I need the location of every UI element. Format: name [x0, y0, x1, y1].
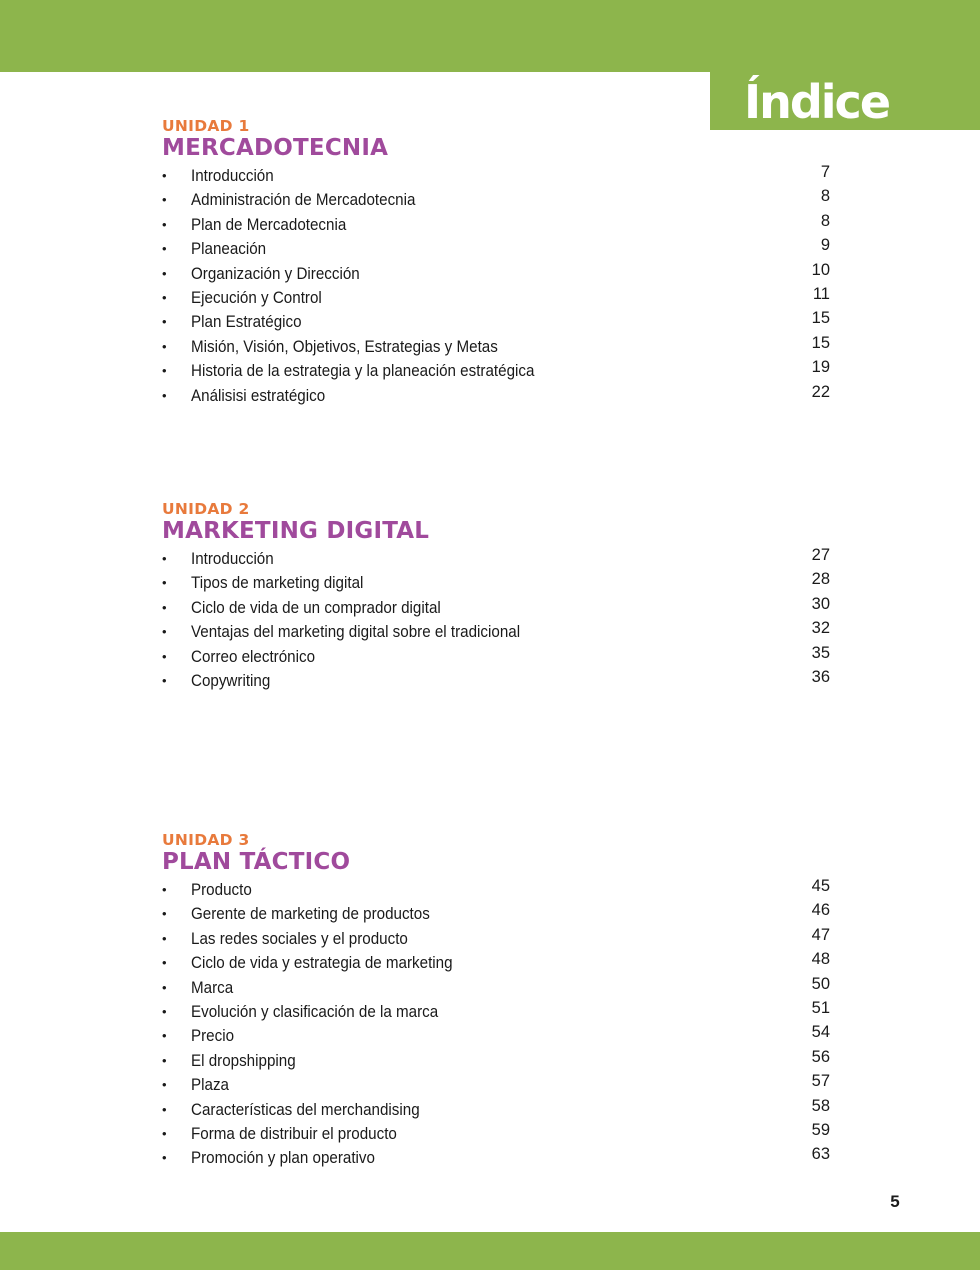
bullet-icon: •	[162, 363, 167, 379]
toc-entry-title: Plan de Mercadotecnia	[191, 215, 347, 234]
toc-entry	[162, 213, 842, 237]
bullet-icon: •	[162, 930, 167, 946]
toc-entry-page: 10	[811, 260, 830, 279]
bullet-icon: •	[162, 338, 167, 354]
bullet-icon: •	[162, 216, 167, 232]
toc-entry-title: Historia de la estrategia y la planeación estratégica	[191, 362, 535, 381]
bullet-icon: •	[162, 241, 167, 257]
toc-entry	[162, 188, 842, 212]
toc-entry-title: Ciclo de vida de un comprador digital	[191, 598, 441, 617]
toc-entry-page: 63	[811, 1145, 830, 1164]
toc-entry	[162, 1073, 842, 1097]
toc-entry	[162, 1122, 842, 1146]
toc-entry-page: 45	[811, 877, 830, 895]
page-title: Índice	[744, 75, 890, 129]
bullet-icon: •	[162, 192, 167, 208]
toc-entry	[162, 547, 842, 571]
toc-entry-title: Tipos de marketing digital	[191, 574, 364, 593]
toc-entry-page: 22	[811, 382, 830, 401]
toc-entry-title: Organización y Dirección	[191, 264, 360, 283]
toc-entry	[162, 645, 842, 669]
toc-entry-title: Plaza	[191, 1076, 229, 1095]
toc-entry-title: Promoción y plan operativo	[191, 1149, 375, 1168]
toc-entry	[162, 596, 842, 620]
toc-entry-title: Administración de Mercadotecnia	[191, 191, 416, 210]
bullet-icon: •	[162, 599, 167, 615]
toc-list	[162, 164, 842, 408]
unit-label: UNIDAD 3	[162, 831, 250, 849]
toc-entry-title: Precio	[191, 1027, 235, 1046]
toc-entry	[162, 1146, 842, 1170]
unit-section	[162, 500, 842, 693]
toc-entry-page: 8	[820, 211, 830, 230]
toc-entry-page: 35	[811, 643, 830, 662]
toc-entry-title: Las redes sociales y el producto	[191, 929, 408, 948]
toc-entry-page: 8	[820, 187, 830, 206]
bullet-icon: •	[162, 289, 167, 305]
unit-title: MARKETING DIGITAL	[162, 518, 430, 544]
toc-entry-page: 28	[811, 570, 830, 589]
toc-entry-title: Forma de distribuir el producto	[191, 1124, 397, 1143]
bullet-icon: •	[162, 955, 167, 971]
toc-entry-title: Plan Estratégico	[191, 313, 302, 332]
toc-entry-page: 30	[811, 594, 830, 613]
toc-entry-page: 15	[811, 333, 830, 352]
toc-entry-title: Planeación	[191, 240, 267, 259]
bullet-icon: •	[162, 551, 167, 566]
bullet-icon: •	[162, 1101, 167, 1117]
toc-entry-page: 15	[811, 309, 830, 328]
toc-entry-title: Ejecución y Control	[191, 288, 322, 307]
toc-entry	[162, 620, 842, 644]
bullet-icon: •	[162, 314, 167, 330]
toc-entry-page: 56	[811, 1047, 830, 1066]
bullet-icon: •	[162, 624, 167, 640]
bullet-icon: •	[162, 1150, 167, 1166]
toc-entry-page: 11	[812, 284, 830, 303]
bullet-icon: •	[162, 575, 167, 591]
toc-list	[162, 547, 842, 693]
unit-title: PLAN TÁCTICO	[162, 849, 351, 875]
toc-entry-page: 58	[811, 1096, 830, 1115]
toc-entry	[162, 1098, 842, 1122]
bullet-icon: •	[162, 882, 167, 897]
toc-entry-title: Producto	[191, 881, 252, 899]
toc-entry-title: Análisisi estratégico	[191, 386, 326, 405]
toc-entry-page: 54	[811, 1023, 830, 1042]
toc-entry	[162, 384, 842, 408]
toc-entry	[162, 262, 842, 286]
toc-entry-title: El dropshipping	[191, 1051, 296, 1070]
toc-entry-title: Ciclo de vida y estrategia de marketing	[191, 954, 453, 973]
toc-entry	[162, 878, 842, 902]
toc-entry-page: 50	[811, 974, 830, 993]
toc-entry-title: Misión, Visión, Objetivos, Estrategias y Metas	[191, 337, 498, 356]
toc-entry-title: Introducción	[191, 550, 274, 568]
bullet-icon: •	[162, 265, 167, 281]
toc-entry-title: Ventajas del marketing digital sobre el tradicional	[191, 623, 521, 642]
toc-entry	[162, 310, 842, 334]
toc-entry	[162, 359, 842, 383]
bullet-icon: •	[162, 979, 167, 995]
bullet-icon: •	[162, 387, 167, 403]
toc-entry-title: Correo electrónico	[191, 647, 316, 666]
bullet-icon: •	[162, 672, 167, 688]
toc-entry	[162, 902, 842, 926]
toc-entry-page: 48	[811, 950, 830, 969]
bullet-icon: •	[162, 1125, 167, 1141]
toc-entry	[162, 1024, 842, 1048]
unit-label: UNIDAD 1	[162, 117, 250, 135]
toc-entry	[162, 1049, 842, 1073]
toc-entry	[162, 571, 842, 595]
toc-entry-title: Gerente de marketing de productos	[191, 905, 430, 924]
bullet-icon: •	[162, 1077, 167, 1093]
toc-entry-page: 57	[811, 1072, 830, 1091]
toc-entry-page: 7	[820, 163, 830, 181]
toc-entry	[162, 1000, 842, 1024]
bullet-icon: •	[162, 168, 167, 183]
toc-entry	[162, 976, 842, 1000]
unit-label: UNIDAD 2	[162, 500, 250, 518]
toc-entry-page: 32	[811, 619, 830, 638]
bottom-green-band	[0, 1232, 980, 1270]
top-green-band	[0, 0, 980, 72]
toc-entry	[162, 286, 842, 310]
bullet-icon: •	[162, 1028, 167, 1044]
bullet-icon: •	[162, 648, 167, 664]
toc-entry-page: 59	[811, 1120, 830, 1139]
toc-entry	[162, 951, 842, 975]
toc-entry-title: Copywriting	[191, 671, 271, 690]
unit-title: MERCADOTECNIA	[162, 135, 389, 161]
toc-entry-page: 19	[811, 358, 830, 377]
toc-entry-page: 27	[811, 546, 830, 564]
page-number: 5	[890, 1192, 900, 1211]
toc-entry	[162, 335, 842, 359]
toc-entry-page: 47	[811, 925, 830, 944]
bullet-icon: •	[162, 1052, 167, 1068]
bullet-icon: •	[162, 906, 167, 922]
unit-section	[162, 117, 842, 408]
toc-entry-title: Evolución y clasificación de la marca	[191, 1002, 439, 1021]
toc-entry-page: 36	[811, 667, 830, 686]
toc-entry-title: Introducción	[191, 167, 274, 185]
toc-entry-page: 9	[820, 236, 830, 255]
bullet-icon: •	[162, 1003, 167, 1019]
toc-entry-page: 51	[811, 998, 830, 1017]
toc-list	[162, 878, 842, 1171]
toc-entry-title: Características del merchandising	[191, 1100, 420, 1119]
toc-entry-title: Marca	[191, 978, 234, 997]
toc-entry	[162, 164, 842, 188]
toc-entry	[162, 927, 842, 951]
toc-entry	[162, 669, 842, 693]
toc-entry-page: 46	[811, 901, 830, 920]
toc-entry	[162, 237, 842, 261]
unit-section	[162, 831, 842, 1171]
